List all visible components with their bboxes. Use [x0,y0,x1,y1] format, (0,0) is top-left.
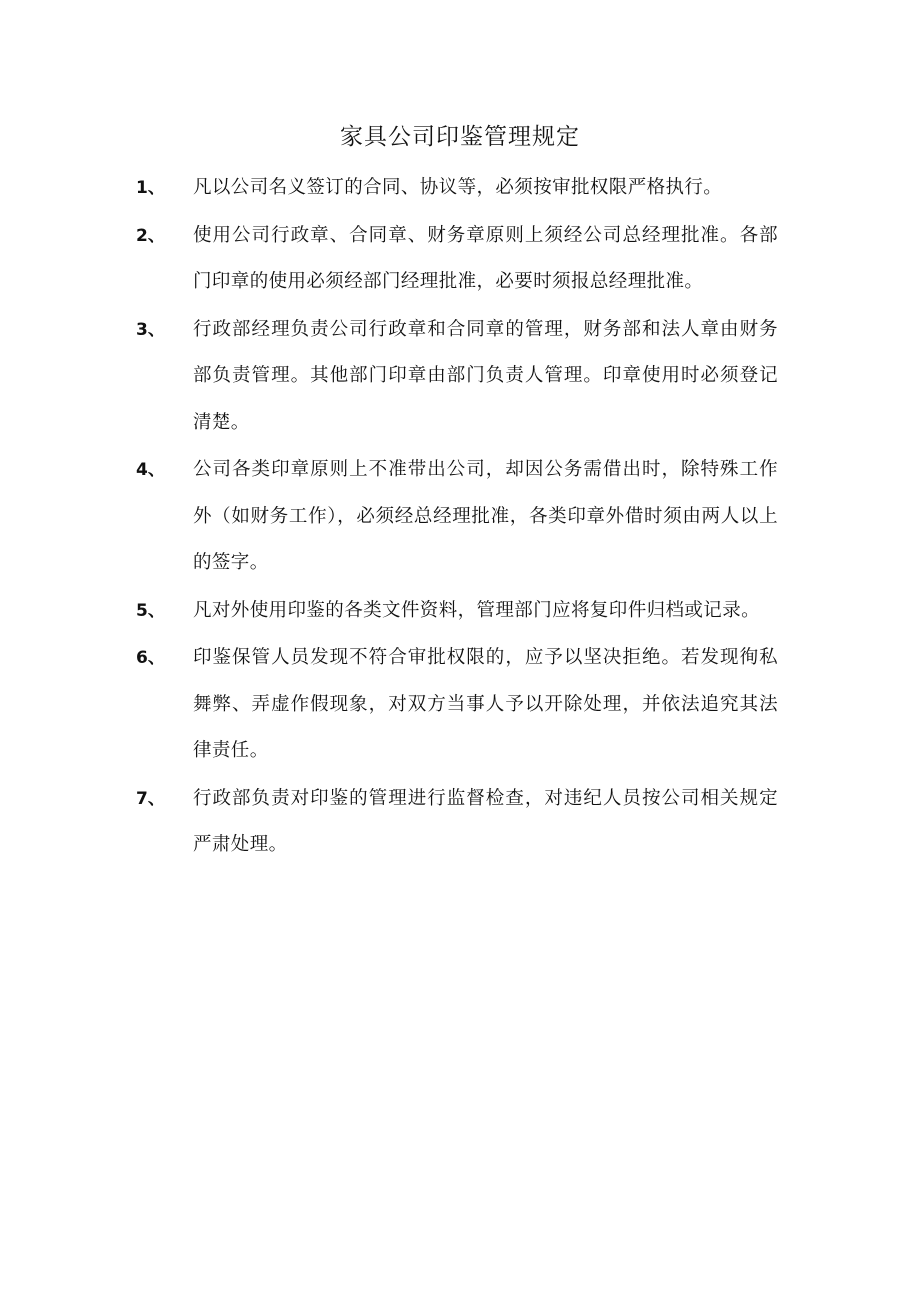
regulation-item [0,776,920,869]
item-text: 行政部负责对印鉴的管理进行监督检查，对违纪人员按公司相关规定严肃处理。 [193,787,778,855]
regulation-item [0,635,920,775]
item-number: 7、 [136,788,165,809]
item-text: 印鉴保管人员发现不符合审批权限的，应予以坚决拒绝。若发现徇私舞弊、弄虚作假现象，对双方当事人予以开除处理，并依法追究其法律责任。 [193,647,778,761]
regulation-list [0,165,920,870]
item-text: 凡对外使用印鉴的各类文件资料，管理部门应将复印件归档或记录。 [193,599,761,621]
regulation-item [0,165,920,212]
item-text: 使用公司行政章、合同章、财务章原则上须经公司总经理批准。各部门印章的使用必须经部门经理批准，必要时须报总经理批准。 [193,224,778,292]
regulation-item [0,307,920,447]
item-number: 4、 [136,460,165,480]
item-number: 1、 [136,178,165,198]
regulation-item [0,447,920,587]
item-text: 凡以公司名义签订的合同、协议等，必须按审批权限严格执行。 [193,177,723,198]
regulation-item [0,588,920,635]
item-number: 2、 [136,225,165,246]
item-text: 公司各类印章原则上不准带出公司，却因公务需借出时，除特殊工作外（如财务工作），必须经总经理批准，各类印章外借时须由两人以上的签字。 [193,459,778,573]
item-number: 5、 [136,600,165,621]
regulation-item [0,213,920,306]
document-title: 家具公司印鉴管理规定 [340,124,580,150]
item-number: 6、 [136,648,165,668]
item-number: 3、 [136,319,165,340]
item-text: 行政部经理负责公司行政章和合同章的管理，财务部和法人章由财务部负责管理。其他部门印章由部门负责人管理。印章使用时必须登记清楚。 [193,318,778,433]
